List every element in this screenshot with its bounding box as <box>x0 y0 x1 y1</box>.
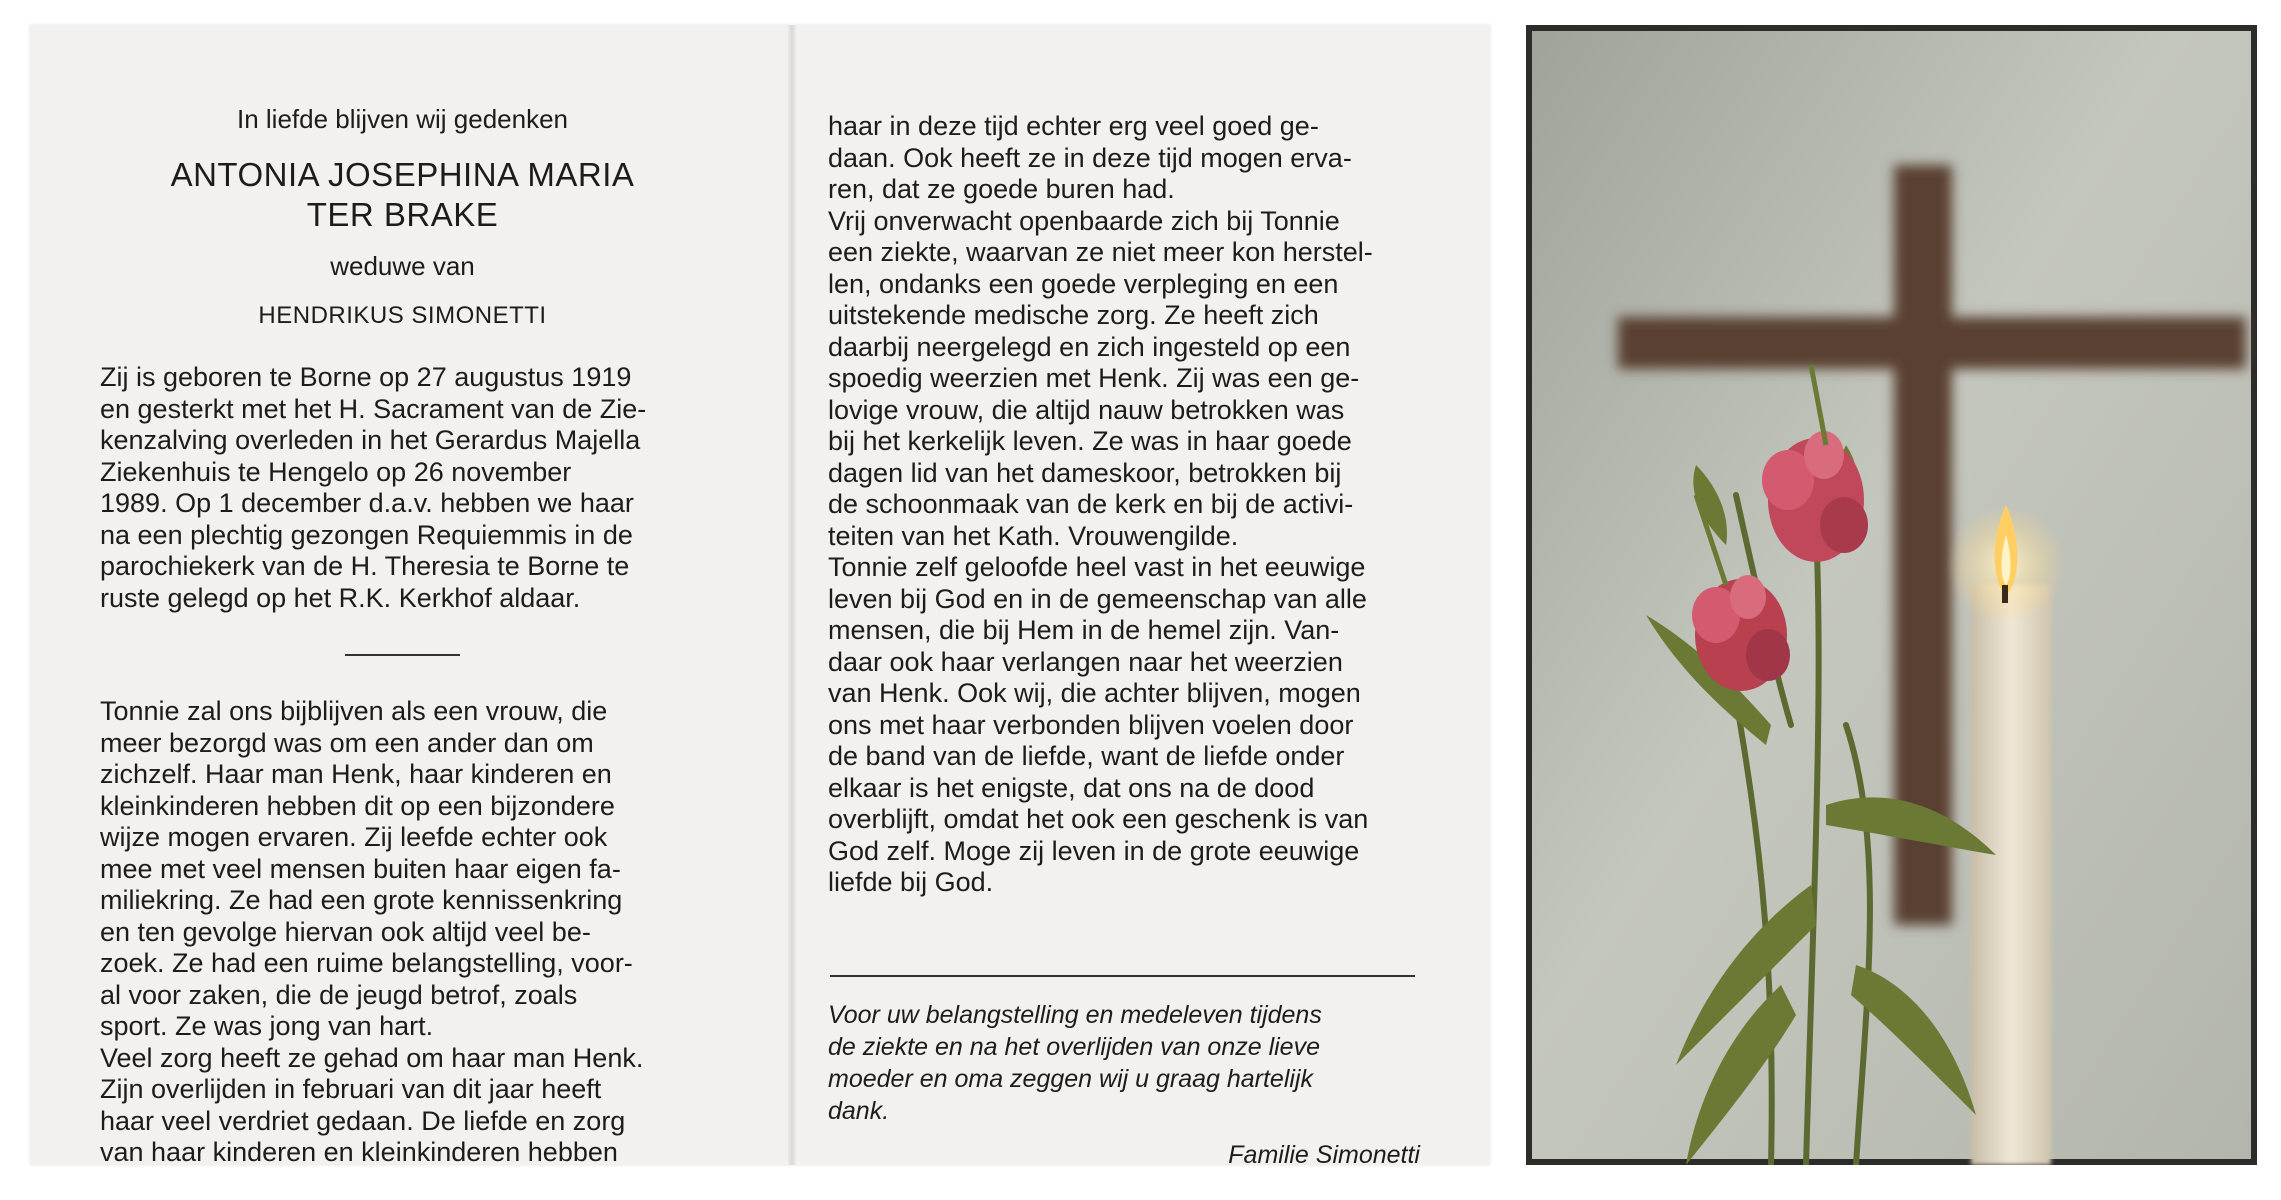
name-line-2: TER BRAKE <box>306 196 499 233</box>
photo-illustration <box>1526 25 2257 1165</box>
card-fold <box>788 25 796 1165</box>
right-panel <box>828 111 1426 1170</box>
intro-line: In liefde blijven wij gedenken <box>237 104 568 134</box>
husband-name: HENDRIKUS SIMONETTI <box>258 302 547 329</box>
name-line-1: ANTONIA JOSEPHINA MARIA <box>170 156 635 193</box>
thanks-text: Voor uw belangstelling en medeleven tijdens de ziekte en na het overlijden van onze lieve moeder en oma zeggen wij u graag hartelijk dank. <box>828 1000 1322 1125</box>
continuation-paragraph: haar in deze tijd echter erg veel goed ge- daan. Ook heeft ze in deze tijd mogen erva- ren, dat ze goede buren had. Vrij onverwacht openbaarde zich bij Tonnie een ziekte, waarvan ze niet meer kon herstel- len, ondanks een goede verpleging en een uitstekende medische zorg. Ze heeft zich daarbij neergelegd en zich ingesteld op een spoedig weerzien met Henk. Zij was een ge- lovige vrouw, die altijd nauw betrokken was bij het kerkelijk leven. Ze was in haar goede dagen lid van het dameskoor, betrokken bij de schoonmaak van de kerk en bij de activi- teiten van het Kath. Vrouwengilde. Tonnie zelf geloofde heel vast in het eeuwige leven bij God en in de gemeenschap van alle mensen, die bij Hem in de hemel zijn. Van- daar ook haar verlangen naar het weerzien van Henk. Ook wij, die achter blijven, mogen ons met haar verbonden blijven voelen door de band van de liefde, want de liefde onder elkaar is het enigste, dat ons na de dood overblijft, omdat het ook een geschenk is van God zelf. Moge zij leven in de grote eeuwige liefde bij God. <box>828 111 1373 897</box>
biography-paragraph: Zij is geboren te Borne op 27 augustus 1919 en gesterkt met het H. Sacrament van de Zie- kenzalving overleden in het Gerardus Majella Ziekenhuis te Hengelo op 26 november 1989. Op 1 december d.a.v. hebben we haar na een plechtig gezongen Requiemmis in de parochiekerk van de H. Theresia te Borne te ruste gelegd op het R.K. Kerkhof aldaar. <box>100 362 647 613</box>
memorial-card <box>30 25 1490 1169</box>
divider <box>345 654 460 656</box>
signature: Familie Simonetti <box>1228 1140 1420 1169</box>
deceased-name <box>100 155 705 235</box>
left-panel <box>100 95 705 1169</box>
widow-of-label: weduwe van <box>330 251 475 281</box>
remembrance-paragraph: Tonnie zal ons bijblijven als een vrouw, die meer bezorgd was om een ander dan om zichzelf. Haar man Henk, haar kinderen en kleinkinderen hebben dit op een bijzondere wijze mogen ervaren. Zij leefde echter ook mee met veel mensen buiten haar eigen fa- miliekring. Ze had een grote kennissenkring en ten gevolge hiervan ook altijd veel be- zoek. Ze had een ruime belangstelling, voor- al voor zaken, die de jeugd betrof, zoals sport. Ze was jong van hart. Veel zorg heeft ze gehad om haar man Henk. Zijn overlijden in februari van dit jaar heeft haar veel verdriet gedaan. De liefde en zorg van haar kinderen en kleinkinderen hebben <box>100 696 644 1167</box>
devotional-photo <box>1526 25 2257 1165</box>
divider-long <box>830 975 1415 977</box>
